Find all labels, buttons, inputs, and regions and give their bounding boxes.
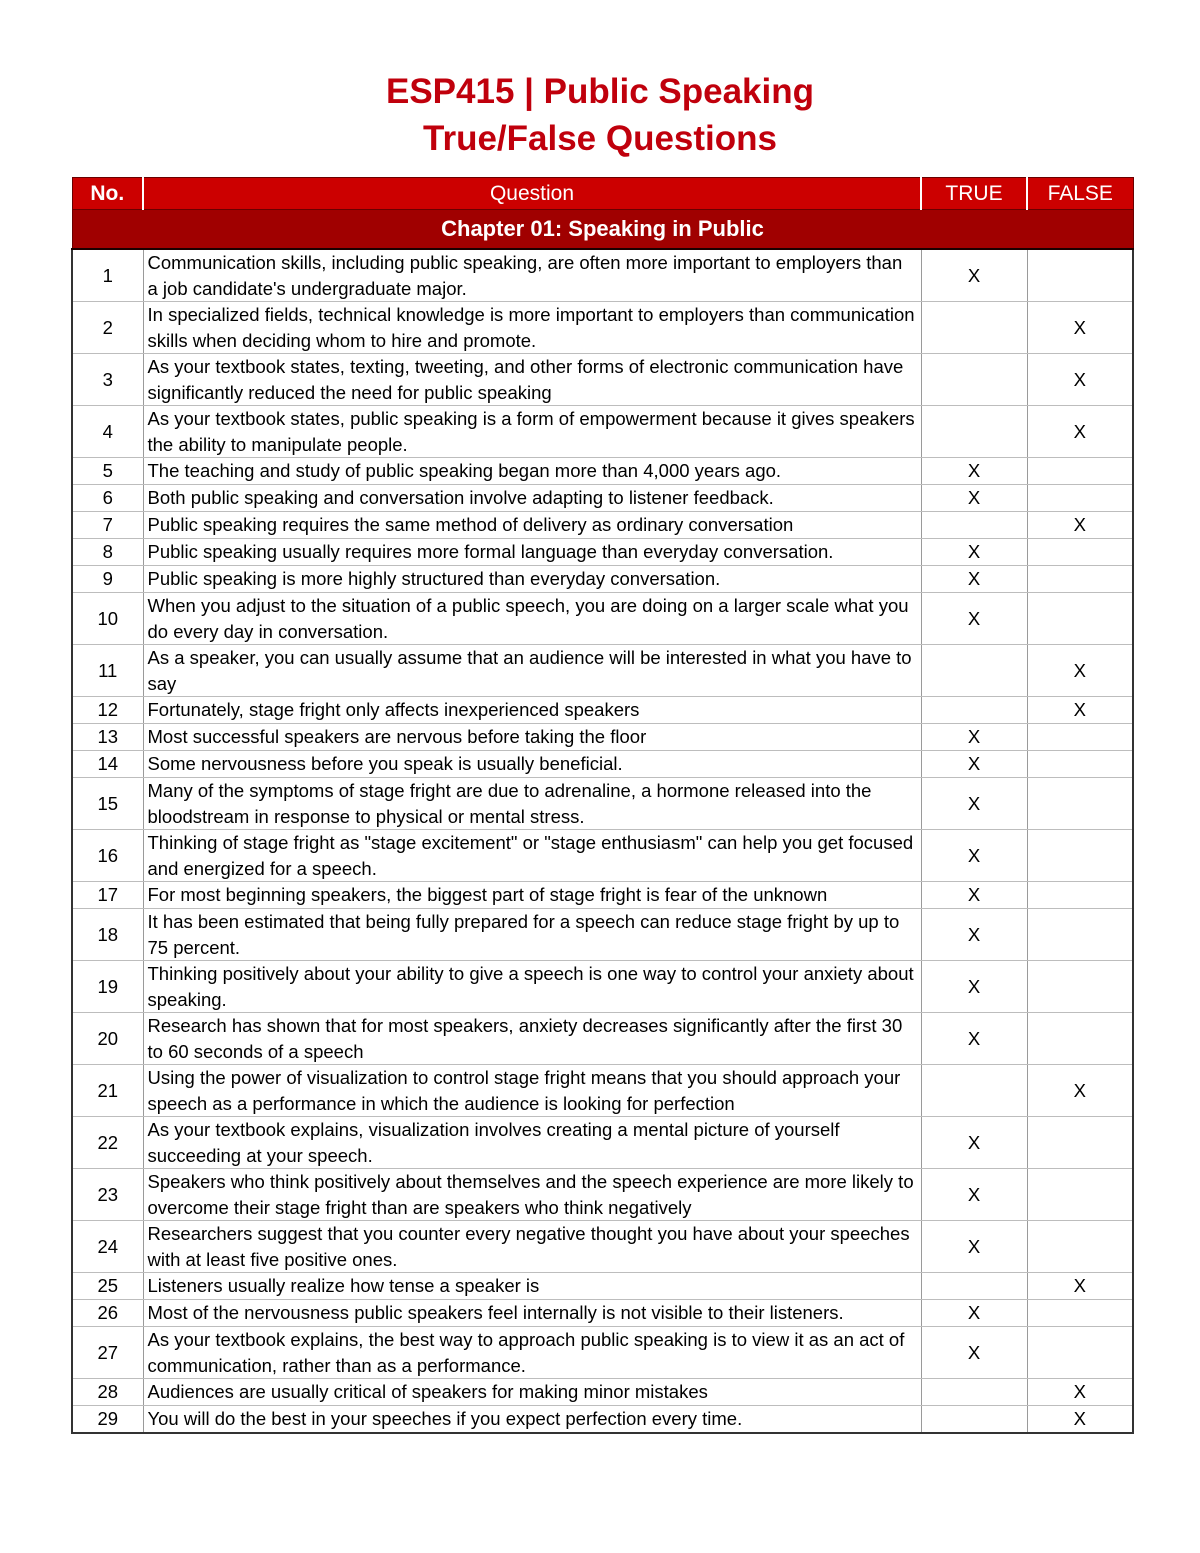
question-text: Thinking of stage fright as "stage excitement" or "stage enthusiasm" can help you get focused and energized for a speech. <box>143 830 921 882</box>
false-mark-cell <box>1027 593 1133 645</box>
false-mark-cell <box>1027 1300 1133 1327</box>
table-row <box>72 302 1133 354</box>
table-row <box>72 1327 1133 1379</box>
answer-mark: X <box>1073 514 1086 536</box>
answer-mark: X <box>967 1183 981 1205</box>
question-number: 17 <box>72 882 143 909</box>
table-row <box>72 539 1133 566</box>
answer-mark: X <box>1073 1408 1086 1430</box>
question-text: When you adjust to the situation of a public speech, you are doing on a larger scale what you do every day in conversation. <box>143 593 921 645</box>
false-mark-cell <box>1027 1221 1133 1273</box>
false-mark-cell <box>1027 406 1133 458</box>
false-mark-cell <box>1027 751 1133 778</box>
true-mark-cell <box>921 909 1027 961</box>
true-mark-cell <box>921 1117 1027 1169</box>
table-row <box>72 458 1133 485</box>
answer-mark: X <box>967 568 981 590</box>
question-number: 10 <box>72 593 143 645</box>
header-false: FALSE <box>1027 178 1133 210</box>
question-text: Public speaking is more highly structured than everyday conversation. <box>143 566 921 593</box>
answer-mark: X <box>967 541 981 563</box>
title-course: ESP415 | Public Speaking <box>385 72 814 111</box>
true-mark-cell <box>921 751 1027 778</box>
question-text: Public speaking usually requires more formal language than everyday conversation. <box>143 539 921 566</box>
false-mark-cell <box>1027 697 1133 724</box>
table-row <box>72 512 1133 539</box>
table-row <box>72 1406 1133 1434</box>
question-number: 27 <box>72 1327 143 1379</box>
true-mark-cell <box>921 406 1027 458</box>
question-text: In specialized fields, technical knowledge is more important to employers than communication skills when deciding whom to hire and promote. <box>143 302 921 354</box>
question-number: 8 <box>72 539 143 566</box>
true-mark-cell <box>921 830 1027 882</box>
question-text: As your textbook states, texting, tweeting, and other forms of electronic communication have significantly reduced the need for public speaking <box>143 354 921 406</box>
true-mark-cell <box>921 593 1027 645</box>
table-row <box>72 1300 1133 1327</box>
chapter-row <box>72 210 1133 250</box>
answer-mark: X <box>967 923 981 945</box>
true-mark-cell <box>921 1300 1027 1327</box>
table-row <box>72 909 1133 961</box>
false-mark-cell <box>1027 249 1133 302</box>
question-text: As a speaker, you can usually assume that an audience will be interested in what you have to say <box>143 645 921 697</box>
table-row <box>72 830 1133 882</box>
question-number: 25 <box>72 1273 143 1300</box>
true-mark-cell <box>921 1221 1027 1273</box>
question-text: Thinking positively about your ability to give a speech is one way to control your anxiety about speaking. <box>143 961 921 1013</box>
table-row <box>72 1221 1133 1273</box>
false-mark-cell <box>1027 1013 1133 1065</box>
question-number: 9 <box>72 566 143 593</box>
question-text: Most successful speakers are nervous before taking the floor <box>143 724 921 751</box>
table-body <box>72 210 1133 1434</box>
table-row <box>72 1065 1133 1117</box>
question-number: 23 <box>72 1169 143 1221</box>
table-row <box>72 354 1133 406</box>
table-row <box>72 1013 1133 1065</box>
false-mark-cell <box>1027 512 1133 539</box>
false-mark-cell <box>1027 645 1133 697</box>
table-row <box>72 1117 1133 1169</box>
table-row <box>72 485 1133 512</box>
question-number: 4 <box>72 406 143 458</box>
false-mark-cell <box>1027 354 1133 406</box>
question-number: 22 <box>72 1117 143 1169</box>
question-number: 28 <box>72 1379 143 1406</box>
question-number: 16 <box>72 830 143 882</box>
question-number: 3 <box>72 354 143 406</box>
question-number: 14 <box>72 751 143 778</box>
answer-mark: X <box>967 753 981 775</box>
true-mark-cell <box>921 645 1027 697</box>
false-mark-cell <box>1027 961 1133 1013</box>
table-row <box>72 751 1133 778</box>
answer-mark: X <box>1073 699 1086 721</box>
false-mark-cell <box>1027 566 1133 593</box>
question-text: Many of the symptoms of stage fright are due to adrenaline, a hormone released into the bloodstream in response to physical or mental stress. <box>143 778 921 830</box>
question-text: As your textbook states, public speaking is a form of empowerment because it gives speakers the ability to manipulate people. <box>143 406 921 458</box>
false-mark-cell <box>1027 1169 1133 1221</box>
true-mark-cell <box>921 724 1027 751</box>
question-text: Listeners usually realize how tense a speaker is <box>143 1273 921 1300</box>
true-mark-cell <box>921 1379 1027 1406</box>
false-mark-cell <box>1027 1406 1133 1434</box>
answer-mark: X <box>967 607 981 629</box>
true-mark-cell <box>921 485 1027 512</box>
table-row <box>72 593 1133 645</box>
answer-mark: X <box>967 884 981 906</box>
question-text: You will do the best in your speeches if you expect perfection every time. <box>143 1406 921 1434</box>
answer-mark: X <box>967 1341 981 1363</box>
header-no: No. <box>72 178 143 210</box>
answer-mark: X <box>967 264 981 286</box>
true-mark-cell <box>921 778 1027 830</box>
false-mark-cell <box>1027 302 1133 354</box>
question-text: The teaching and study of public speaking began more than 4,000 years ago. <box>143 458 921 485</box>
answer-mark: X <box>967 487 981 509</box>
answer-mark: X <box>1073 316 1086 338</box>
question-text: Researchers suggest that you counter every negative thought you have about your speeches with at least five positive ones. <box>143 1221 921 1273</box>
question-text: Communication skills, including public speaking, are often more important to employers than a job candidate's undergraduate major. <box>143 249 921 302</box>
false-mark-cell <box>1027 830 1133 882</box>
true-mark-cell <box>921 882 1027 909</box>
false-mark-cell <box>1027 778 1133 830</box>
answer-mark: X <box>967 726 981 748</box>
question-text: As your textbook explains, the best way to approach public speaking is to view it as an act of communication, rather than as a performance. <box>143 1327 921 1379</box>
false-mark-cell <box>1027 1327 1133 1379</box>
question-text: Research has shown that for most speakers, anxiety decreases significantly after the first 30 to 60 seconds of a speech <box>143 1013 921 1065</box>
question-number: 6 <box>72 485 143 512</box>
true-mark-cell <box>921 961 1027 1013</box>
question-number: 12 <box>72 697 143 724</box>
answer-mark: X <box>1073 1381 1086 1403</box>
question-text: It has been estimated that being fully prepared for a speech can reduce stage fright by up to 75 percent. <box>143 909 921 961</box>
false-mark-cell <box>1027 882 1133 909</box>
true-mark-cell <box>921 1013 1027 1065</box>
question-number: 19 <box>72 961 143 1013</box>
false-mark-cell <box>1027 458 1133 485</box>
true-mark-cell <box>921 697 1027 724</box>
answer-mark: X <box>967 1131 981 1153</box>
table-row <box>72 724 1133 751</box>
true-mark-cell <box>921 1273 1027 1300</box>
answer-mark: X <box>1073 368 1086 390</box>
question-number: 29 <box>72 1406 143 1434</box>
answer-mark: X <box>967 1302 981 1324</box>
header-true: TRUE <box>921 178 1027 210</box>
true-mark-cell <box>921 1327 1027 1379</box>
question-text: Most of the nervousness public speakers feel internally is not visible to their listeners. <box>143 1300 921 1327</box>
false-mark-cell <box>1027 724 1133 751</box>
table-row <box>72 1273 1133 1300</box>
question-text: Fortunately, stage fright only affects inexperienced speakers <box>143 697 921 724</box>
question-number: 11 <box>72 645 143 697</box>
true-mark-cell <box>921 354 1027 406</box>
question-text: Both public speaking and conversation involve adapting to listener feedback. <box>143 485 921 512</box>
table-row <box>72 645 1133 697</box>
question-number: 18 <box>72 909 143 961</box>
table-row <box>72 566 1133 593</box>
title-subtitle: True/False Questions <box>423 119 777 158</box>
table-header-row <box>72 178 1133 210</box>
question-number: 7 <box>72 512 143 539</box>
header-question: Question <box>143 178 921 210</box>
question-number: 2 <box>72 302 143 354</box>
question-text: Audiences are usually critical of speakers for making minor mistakes <box>143 1379 921 1406</box>
answer-mark: X <box>967 1235 981 1257</box>
question-text: Some nervousness before you speak is usually beneficial. <box>143 751 921 778</box>
question-number: 26 <box>72 1300 143 1327</box>
table-row <box>72 249 1133 302</box>
table-row <box>72 1379 1133 1406</box>
answer-mark: X <box>967 792 981 814</box>
table-row <box>72 882 1133 909</box>
answer-mark: X <box>1073 1275 1086 1297</box>
question-text: Speakers who think positively about themselves and the speech experience are more likely to overcome their stage fright than are speakers who think negatively <box>143 1169 921 1221</box>
answer-mark: X <box>1073 659 1086 681</box>
table-row <box>72 1169 1133 1221</box>
false-mark-cell <box>1027 909 1133 961</box>
true-mark-cell <box>921 512 1027 539</box>
question-text: For most beginning speakers, the biggest part of stage fright is fear of the unknown <box>143 882 921 909</box>
table-row <box>72 961 1133 1013</box>
question-number: 20 <box>72 1013 143 1065</box>
question-number: 24 <box>72 1221 143 1273</box>
true-mark-cell <box>921 1065 1027 1117</box>
false-mark-cell <box>1027 485 1133 512</box>
answer-mark: X <box>1073 420 1086 442</box>
question-number: 5 <box>72 458 143 485</box>
false-mark-cell <box>1027 1117 1133 1169</box>
true-mark-cell <box>921 1169 1027 1221</box>
question-number: 13 <box>72 724 143 751</box>
true-mark-cell <box>921 566 1027 593</box>
question-text: Using the power of visualization to control stage fright means that you should approach your speech as a performance in which the audience is looking for perfection <box>143 1065 921 1117</box>
answer-mark: X <box>1073 1079 1086 1101</box>
table-row <box>72 697 1133 724</box>
true-mark-cell <box>921 249 1027 302</box>
answer-mark: X <box>967 460 981 482</box>
answer-mark: X <box>967 844 981 866</box>
answer-mark: X <box>967 975 981 997</box>
true-mark-cell <box>921 1406 1027 1434</box>
false-mark-cell <box>1027 1273 1133 1300</box>
answer-mark: X <box>967 1027 981 1049</box>
table-row <box>72 406 1133 458</box>
false-mark-cell <box>1027 1065 1133 1117</box>
question-text: Public speaking requires the same method of delivery as ordinary conversation <box>143 512 921 539</box>
false-mark-cell <box>1027 1379 1133 1406</box>
chapter-heading: Chapter 01: Speaking in Public <box>72 210 1133 250</box>
question-number: 1 <box>72 249 143 302</box>
true-mark-cell <box>921 458 1027 485</box>
document-title <box>0 68 1200 162</box>
true-mark-cell <box>921 539 1027 566</box>
question-number: 21 <box>72 1065 143 1117</box>
question-text: As your textbook explains, visualization involves creating a mental picture of yourself succeeding at your speech. <box>143 1117 921 1169</box>
table-row <box>72 778 1133 830</box>
true-mark-cell <box>921 302 1027 354</box>
false-mark-cell <box>1027 539 1133 566</box>
question-number: 15 <box>72 778 143 830</box>
questions-table <box>71 177 1134 1434</box>
